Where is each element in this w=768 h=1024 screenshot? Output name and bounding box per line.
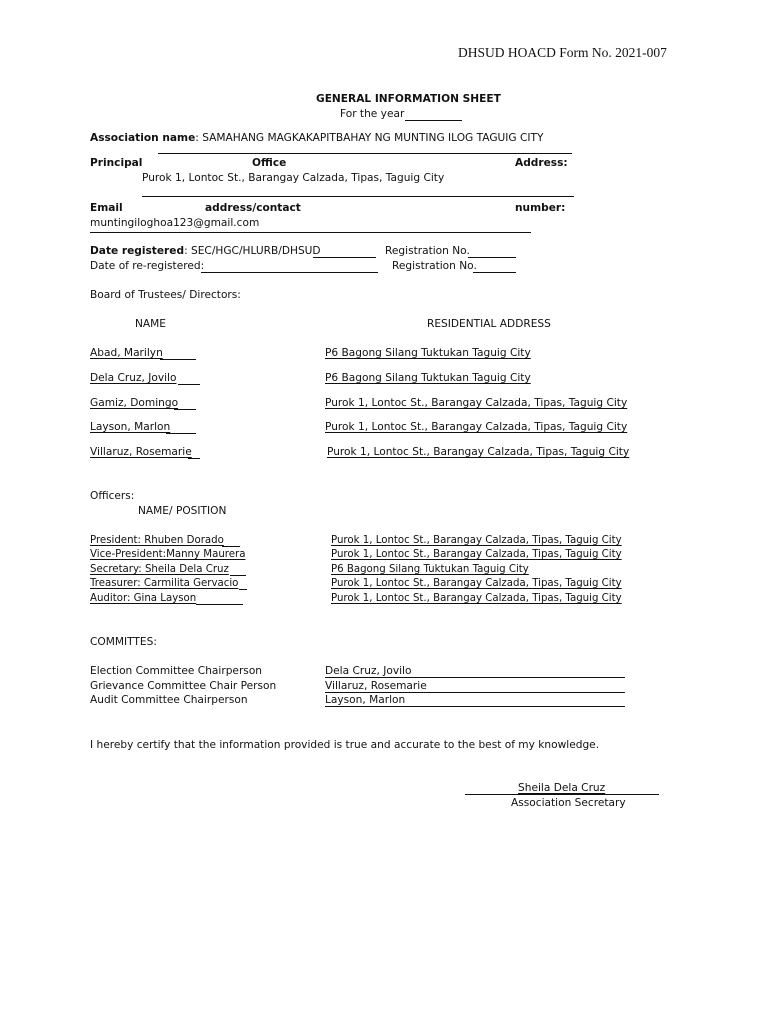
reregistered-blank — [201, 272, 378, 273]
board-row-name-blank — [174, 409, 196, 410]
committee-value: Villaruz, Rosemarie — [325, 680, 427, 692]
officer-row-name: Secretary: Sheila Dela Cruz — [90, 564, 229, 575]
officer-row-address: Purok 1, Lontoc St., Barangay Calzada, Tipas, Taguig City — [331, 549, 622, 560]
committee-underline — [325, 706, 625, 707]
reregistered-label: Date of re-registered: — [90, 260, 205, 272]
principal-address-underline — [142, 196, 574, 197]
number-label: number: — [515, 202, 566, 214]
date-registered-row — [90, 245, 321, 258]
signature-title: Association Secretary — [511, 797, 626, 809]
email-label: Email — [90, 202, 123, 214]
board-row-name: Abad, Marilyn — [90, 347, 163, 359]
date-registered-label: Date registered — [90, 245, 185, 257]
board-row-address: P6 Bagong Silang Tuktukan Taguig City — [325, 372, 531, 384]
committee-underline — [325, 677, 625, 678]
officer-row-name-blank — [230, 575, 246, 576]
officer-row-address: Purok 1, Lontoc St., Barangay Calzada, Tipas, Taguig City — [331, 593, 622, 604]
signature-line — [465, 794, 659, 795]
email-underline — [90, 232, 531, 233]
board-row-name: Dela Cruz, Jovilo — [90, 372, 177, 384]
officer-row-name-blank — [196, 604, 243, 605]
board-row-name: Layson, Marlon — [90, 421, 171, 433]
association-name-row: Association name: SAMAHANG MAGKAKAPITBAHAY NG MUNTING ILOG TAGUIG CITY — [90, 132, 544, 144]
board-row-name: Villaruz, Rosemarie — [90, 446, 192, 458]
association-name-underline — [158, 153, 572, 154]
officers-col: NAME/ POSITION — [138, 505, 227, 517]
committees-heading: COMMITTES: — [90, 636, 157, 648]
officer-row-name: Treasurer: Carmilita Gervacio — [90, 578, 239, 589]
officer-row-name: President: Rhuben Dorado — [90, 535, 224, 546]
registration-no-label: Registration No. — [385, 245, 470, 257]
committee-label: Audit Committee Chairperson — [90, 694, 248, 706]
officer-row-address: Purok 1, Lontoc St., Barangay Calzada, Tipas, Taguig City — [331, 535, 622, 546]
board-row-address: P6 Bagong Silang Tuktukan Taguig City — [325, 347, 531, 359]
date-registered-value: : SEC/HGC/HLURB/DHSUD — [184, 245, 321, 257]
board-row-name: Gamiz, Domingo — [90, 397, 179, 409]
principal-address-value: Purok 1, Lontoc St., Barangay Calzada, Tipas, Taguig City — [142, 172, 445, 184]
officer-row-address: P6 Bagong Silang Tuktukan Taguig City — [331, 564, 529, 575]
officer-row-name: Vice-President:Manny Maurera — [90, 549, 246, 560]
officer-row-name: Auditor: Gina Layson — [90, 593, 197, 604]
board-row-name-blank — [178, 384, 200, 385]
for-the-year-blank — [405, 120, 462, 121]
committee-underline — [325, 692, 625, 693]
signature-name: Sheila Dela Cruz — [518, 782, 606, 794]
address-label: Address: — [515, 157, 568, 169]
officer-row-name-blank — [222, 546, 240, 547]
office-label: Office — [252, 157, 287, 169]
address-contact-label: address/contact — [205, 202, 301, 214]
certification-statement: I hereby certify that the information provided is true and accurate to the best of my knowledge. — [90, 739, 600, 751]
form-number: DHSUD HOACD Form No. 2021-007 — [458, 45, 667, 60]
association-name-label: Association name — [90, 132, 196, 144]
officers-heading: Officers: — [90, 490, 135, 502]
board-col-name: NAME — [135, 318, 167, 330]
officer-row-name-blank — [239, 589, 247, 590]
principal-label: Principal — [90, 157, 143, 169]
committee-label: Election Committee Chairperson — [90, 665, 263, 677]
date-registered-blank — [313, 257, 376, 258]
officer-row-address: Purok 1, Lontoc St., Barangay Calzada, Tipas, Taguig City — [331, 578, 622, 589]
committee-label: Grievance Committee Chair Person — [90, 680, 277, 692]
registration-no-label-2: Registration No. — [392, 260, 477, 272]
board-row-address: Purok 1, Lontoc St., Barangay Calzada, Tipas, Taguig City — [325, 421, 628, 433]
committee-value: Dela Cruz, Jovilo — [325, 665, 412, 677]
board-row-address: Purok 1, Lontoc St., Barangay Calzada, Tipas, Taguig City — [327, 446, 630, 458]
document-title: GENERAL INFORMATION SHEET — [316, 93, 501, 105]
board-row-name-blank — [166, 433, 196, 434]
registration-no-blank — [468, 257, 516, 258]
committee-value: Layson, Marlon — [325, 694, 406, 706]
email-value: muntingiloghoa123@gmail.com — [90, 217, 260, 229]
board-col-address: RESIDENTIAL ADDRESS — [427, 318, 551, 330]
board-row-name-blank — [188, 458, 200, 459]
board-row-name-blank — [160, 359, 196, 360]
board-row-address: Purok 1, Lontoc St., Barangay Calzada, Tipas, Taguig City — [325, 397, 628, 409]
board-heading: Board of Trustees/ Directors: — [90, 289, 241, 301]
registration-no-blank-2 — [473, 272, 516, 273]
association-name-value: SAMAHANG MAGKAKAPITBAHAY NG MUNTING ILOG TAGUIG CITY — [202, 132, 544, 144]
for-the-year-label: For the year — [340, 108, 405, 120]
